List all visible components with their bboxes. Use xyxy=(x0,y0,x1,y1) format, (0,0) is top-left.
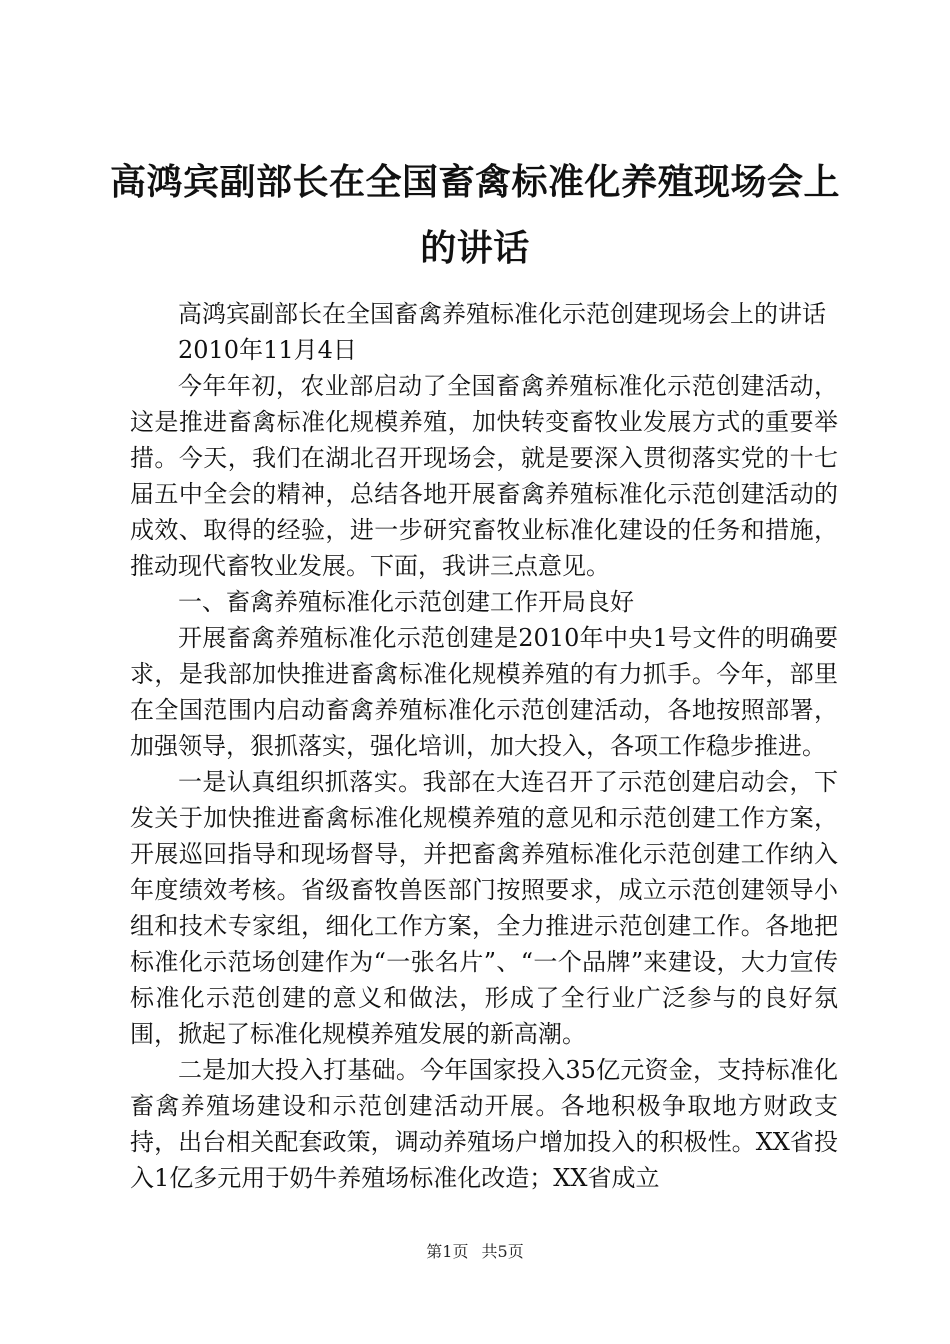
speech-heading: 高鸿宾副部长在全国畜禽养殖标准化示范创建现场会上的讲话 xyxy=(178,300,826,328)
body-paragraph: 今年年初，农业部启动了全国畜禽养殖标准化示范创建活动，这是推进畜禽标准化规模养殖，加快转变畜牧业发展方式的重要举措。今天，我们在湖北召开现场会，就是要深入贯彻落实党的十七届五中全会的精神，总结各地开展畜禽养殖标准化示范创建活动的成效、取得的经验，进一步研究畜牧业标准化建设的任务和措施，推动现代畜牧业发展。下面，我讲三点意见。 xyxy=(130,372,838,580)
document-body xyxy=(130,296,838,1196)
page-footer xyxy=(0,1240,950,1264)
page-total: 共5页 xyxy=(481,1242,524,1261)
page-number: 第1页 xyxy=(426,1242,469,1261)
body-paragraph: 二是加大投入打基础。今年国家投入35亿元资金，支持标准化畜禽养殖场建设和示范创建活动开展。各地积极争取地方财政支持，出台相关配套政策，调动养殖场户增加投入的积极性。XX省投入1亿多元用于奶牛养殖场标准化改造；XX省成立 xyxy=(130,1056,838,1192)
document-title: 高鸿宾副部长在全国畜禽标准化养殖现场会上的讲话 xyxy=(110,162,841,269)
body-paragraph: 一是认真组织抓落实。我部在大连召开了示范创建启动会，下发关于加快推进畜禽标准化规模养殖的意见和示范创建工作方案，开展巡回指导和现场督导，并把畜禽养殖标准化示范创建工作纳入年度绩效考核。省级畜牧兽医部门按照要求，成立示范创建领导小组和技术专家组，细化工作方案，全力推进示范创建工作。各地把标准化示范场创建作为“一张名片”、“一个品牌”来建设，大力宣传标准化示范创建的意义和做法，形成了全行业广泛参与的良好氛围，掀起了标准化规模养殖发展的新高潮。 xyxy=(130,768,838,1048)
body-paragraph: 开展畜禽养殖标准化示范创建是2010年中央1号文件的明确要求，是我部加快推进畜禽标准化规模养殖的有力抓手。今年，部里在全国范围内启动畜禽养殖标准化示范创建活动，各地按照部署，加强领导，狠抓落实，强化培训，加大投入，各项工作稳步推进。 xyxy=(130,624,838,760)
speech-date: 2010年11月4日 xyxy=(178,336,357,364)
section-heading: 一、畜禽养殖标准化示范创建工作开局良好 xyxy=(178,588,634,616)
